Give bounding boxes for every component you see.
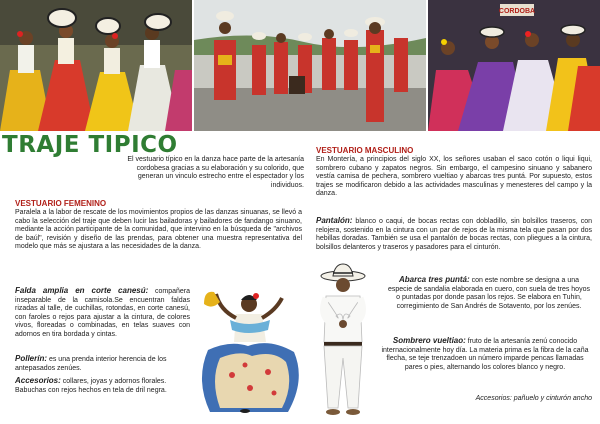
heading-vestuario-femenino: VESTUARIO FEMENINO [15,199,107,208]
sombrero-description [378,337,592,372]
sombrero-text: fruto de la artesanía zenú conocido internacionalmente hoy día. La materia prima es la fibra de la caña flecha, se teje trenzadoen un número imparde pencas llamadas pares o pies, alternando los colores blanco y negro. [381,338,589,371]
pantalon-text: blanco o caqui, de bocas rectas con dobladillo, sin bolsillos traseros, con relojera, sostenido en la cintura con un par de rejos de la misma tela que pasan por dos hebillas doradas. También se usa el pantalón de bocas rectas, con pliegues a la cintura, bolsillos delanteros y traseros y pasadores para el cinturón. [316,218,592,251]
accesorios-masculino: Accesorios: pañuelo y cinturón ancho [475,395,592,402]
masculino-paragraph: En Montería, a principios del siglo XX, los señores usaban el saco cotón o liqui liqui, sombrero cubano y zapatos negros. Sin embargo, el campesino sinuano y sabanero vestía camisa de pechera, sombrero vueltiao y abarcas tres puntá. Por supuesto, estos trajes se modificaron debido a las actividades masculinas y menesteres del campo y la danza. [316,156,592,198]
accesorios-label: Accesorios: [15,376,61,385]
pollerin-description [15,355,190,373]
male-dancer-illustration [306,262,380,420]
falda-text: compañera inseparable de la camisola.Se encuentran faldas rizadas al talle, de cuchillas, rotondas, en corte canesú, con faroles o rejos para ajustar a la cintura, de colores vivos, floreadas o combinadas, en telas suaves con adornos en tira bordada y cintas. [15,288,190,338]
page-title: TRAJE TIPICO [2,132,178,158]
pollerin-label: Pollerín: [15,354,48,363]
falda-label: Falda amplia en corte canesú: [15,286,149,295]
female-dancer-illustration [190,280,308,414]
pantalon-description [316,217,592,252]
intro-text: El vestuario típico en la danza hace parte de la artesanía cordobesa gracias a su elaboración y su colorido, que generan un vinculo estrecho entre el espectador y los individuos. [127,156,304,189]
pollerin-text: es una prenda interior herencia de los antepasados zenúes. [15,356,167,372]
falda-description [15,287,190,340]
banner-text: CORDOBA [498,8,536,15]
photo-festival-dancers [428,0,600,131]
femenino-paragraph: Paralela a la labor de rescate de los movimientos propios de las danzas sinuanas, se llevó a cabo la selección del traje que deben lucir las bailadoras y bailadores de fandango sinuano, mediante la acción participante de la comunidad, que intervino en la búsqueda de "archivos de baúl", revisión y diseño de las prendas, para obtener una muestra representativa del modelo que más se ajustara a las necesidades de la danza. [15,209,302,251]
abarca-description [386,276,592,311]
heading-vestuario-masculino: VESTUARIO MASCULINO [316,146,414,155]
photo-dance-group [194,0,426,131]
photo-dancers-hats [0,0,192,131]
accesorios-femenino [15,377,193,395]
sombrero-label: Sombrero vueltiao: [392,336,466,345]
abarca-text: con este nombre se designa a una especie de sandalia elaborada en cuero, con suela de tres hoyos o puntadas por donde pasan los rejos. Se elabora en Tuhin, corregimiento de San Andrés de Sotavento, por los zenúes. [388,277,590,310]
accesorios-text: collares, joyas y adornos florales. Babuchas con rejos hechos en tela de dril negra. [15,378,167,394]
abarca-label: Abarca tres puntá: [398,275,470,284]
pantalon-label: Pantalón: [316,216,353,225]
